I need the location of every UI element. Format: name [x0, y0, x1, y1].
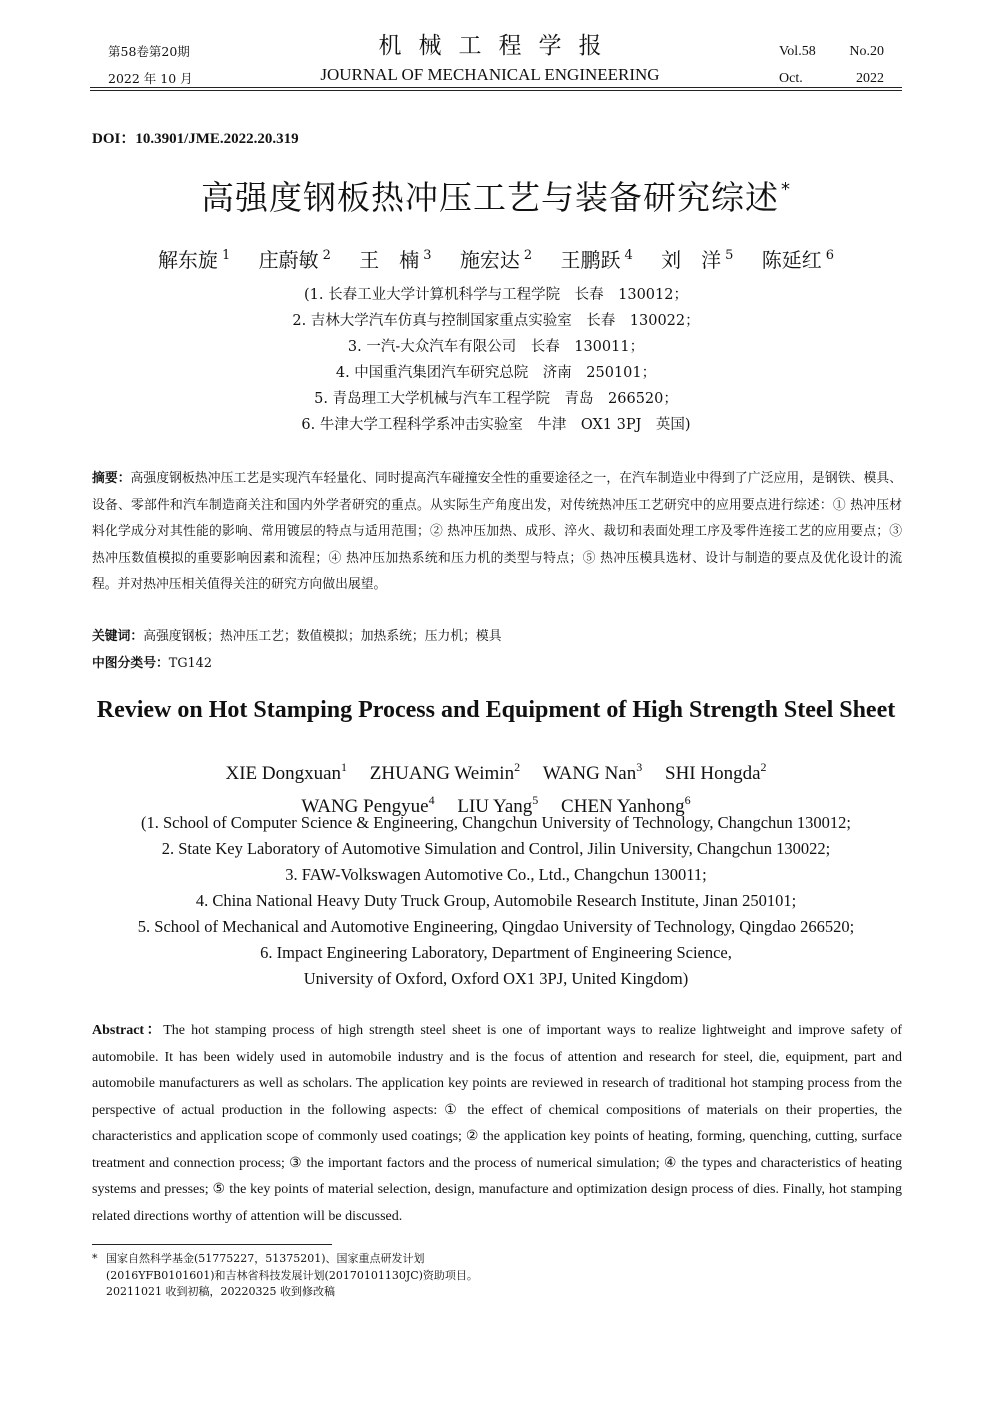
- author-cn: 刘 洋 $^5$: [661, 248, 734, 272]
- affiliation-en: (1. School of Computer Science & Engineering, Changchun University of Technology, Changchun 130012;: [140, 813, 852, 832]
- abstract-cn-text: 高强度钢板热冲压工艺是实现汽车轻量化、同时提高汽车碰撞安全性的重要途径之一，在汽车制造业中得到了广泛应用，是钢铁、模具、设备、零部件和汽车制造商关注和国内外学者研究的重点。从实际生产角度出发，对传统热冲压工艺研究中的应用要点进行综述：① 热冲压材料化学成分对其性能的影响、常用镀层的特点与适用范围；② 热冲压加热、成形、淬火、裁切和表面处理工序及零件连接工艺的应用要点；③ 热冲压数值模拟的重要影响因素和流程；④ 热冲压加热系统和压力机的类型与特点；⑤ 热冲压模具选材、设计与制造的要点及优化设计的流程。并对热冲压相关值得关注的研究方向做出展望。: [92, 471, 903, 592]
- author-cn: 庄蔚敏 $^2$: [258, 248, 331, 272]
- affiliation-en: 3. FAW-Volkswagen Automotive Co., Ltd., Changchun 130011;: [285, 865, 707, 884]
- journal-name: [290, 30, 690, 88]
- issue-year: 2022: [856, 71, 884, 86]
- classification-label: 中图分类号：: [92, 656, 169, 671]
- abstract-cn-label: 摘要：: [92, 471, 131, 486]
- affiliation-en: 5. School of Mechanical and Automotive Engineering, Qingdao University of Technology, Qingdao 266520;: [137, 917, 855, 936]
- header-rule-thin: [90, 87, 902, 88]
- author-en: LIU Yang$^5$: [457, 793, 539, 817]
- affiliation-cn: 6. 牛津大学工程科学系冲击实验室 牛津 OX1 3PJ 英国): [301, 417, 691, 433]
- keywords-label: 关键词：: [92, 629, 144, 644]
- affiliations-cn: [0, 282, 992, 438]
- abstract-en-label: Abstract：: [92, 1023, 164, 1038]
- author-cn: 解东旋 $^1$: [157, 248, 231, 272]
- keywords: [92, 625, 502, 644]
- footnote: [92, 1251, 512, 1301]
- doi: DOI：10.3901/JME.2022.20.319: [92, 131, 299, 147]
- author-en: XIE Dongxuan$^1$: [225, 760, 348, 784]
- keywords-text: 高强度钢板；热冲压工艺；数值模拟；加热系统；压力机；模具: [143, 629, 502, 644]
- journal-name-cn: 机械工程学报: [378, 33, 619, 59]
- authors-en-line: [0, 754, 992, 787]
- abstract-en: [92, 1018, 902, 1230]
- affiliation-en: 4. China National Heavy Duty Truck Group, Automobile Research Institute, Jinan 250101;: [195, 891, 797, 910]
- abstract-cn: [92, 466, 902, 599]
- author-en: ZHUANG Weimin$^2$: [369, 760, 521, 784]
- classification-code: TG142: [168, 656, 212, 671]
- author-cn: 施宏达 $^2$: [459, 248, 533, 272]
- title-en: Review on Hot Stamping Process and Equipment of High Strength Steel Sheet: [96, 697, 896, 723]
- author-en: WANG Pengyue$^4$: [301, 793, 435, 817]
- footnote-line: [92, 1251, 512, 1268]
- title-cn: [0, 172, 992, 219]
- affiliation-en: University of Oxford, Oxford OX1 3PJ, United Kingdom): [303, 969, 689, 988]
- footnote-rule: [92, 1244, 332, 1245]
- issue-volume: Vol.58: [779, 44, 816, 59]
- issue-info-cn: [108, 38, 193, 92]
- header-rule-thick: [90, 90, 902, 91]
- author-en: WANG Nan$^3$: [542, 760, 643, 784]
- page-header: [90, 30, 902, 90]
- issue-month: Oct.: [779, 71, 803, 86]
- footnote-dates: 20211021 收到初稿，20220325 收到修改稿: [106, 1285, 335, 1298]
- title-footnote-mark: *: [781, 179, 791, 200]
- issue-volume-cn: 第58卷第20期: [108, 44, 190, 59]
- affiliation-cn: 5. 青岛理工大学机械与汽车工程学院 青岛 266520；: [314, 391, 678, 407]
- issue-info-en: [779, 38, 884, 92]
- footnote-funding-cont: (2016YFB0101601)和吉林省科技发展计划(20170101130JC)资助项目。: [106, 1268, 478, 1282]
- issue-number: No.20: [849, 44, 884, 59]
- footnote-mark: *: [92, 1252, 98, 1265]
- affiliation-cn: (1. 长春工业大学计算机科学与工程学院 长春 130012；: [304, 287, 688, 303]
- affiliation-cn: 3. 一汽-大众汽车有限公司 长春 130011；: [347, 339, 645, 355]
- affiliation-cn: 4. 中国重汽集团汽车研究总院 济南 250101；: [335, 365, 657, 381]
- author-en: CHEN Yanhong$^6$: [561, 793, 691, 817]
- title-cn-text: 高强度钢板热冲压工艺与装备研究综述: [201, 178, 779, 217]
- affiliation-en: 2. State Key Laboratory of Automotive Simulation and Control, Jilin University, Changchun 130022;: [161, 839, 831, 858]
- affiliation-en: 6. Impact Engineering Laboratory, Department of Engineering Science,: [260, 943, 732, 962]
- abstract-en-text: The hot stamping process of high strength steel sheet is one of important ways to realize lightweight and improve safety of automobile. It has been widely used in automobile industry and is the focus of attention and research for steel, die, equipment, part and automobile manufacturers as well as scholars. The application key points are reviewed in research of traditional hot stamping process from the perspective of actual production in the following aspects: ① the effect of chemical compositions of materials on their properties, the characteristics and application scope of commonly used coatings; ② the application key points of heating, forming, quenching, cutting, surface treatment and connection process; ③ the important factors and the process of numerical simulation; ④ the types and characteristics of heating systems and presses; ⑤ the key points of material selection, design, manufacture and optimization design process of dies. Finally, hot stamping related directions worthy of attention will be discussed.: [92, 1023, 902, 1224]
- issue-date-cn: 2022 年 10 月: [108, 71, 193, 86]
- author-cn: 王鹏跃 $^4$: [560, 248, 633, 272]
- classification: [92, 652, 212, 671]
- affiliations-en: [0, 810, 992, 992]
- footnote-funding: 国家自然科学基金(51775227，51375201)、国家重点研发计划: [106, 1252, 425, 1265]
- journal-name-en: JOURNAL OF MECHANICAL ENGINEERING: [320, 65, 660, 84]
- author-cn: 陈延红 $^6$: [761, 248, 835, 272]
- affiliation-cn: 2. 吉林大学汽车仿真与控制国家重点实验室 长春 130022；: [292, 313, 700, 329]
- author-en: SHI Hongda$^2$: [665, 760, 767, 784]
- author-cn: 王 楠 $^3$: [359, 248, 432, 272]
- authors-cn: [0, 244, 992, 273]
